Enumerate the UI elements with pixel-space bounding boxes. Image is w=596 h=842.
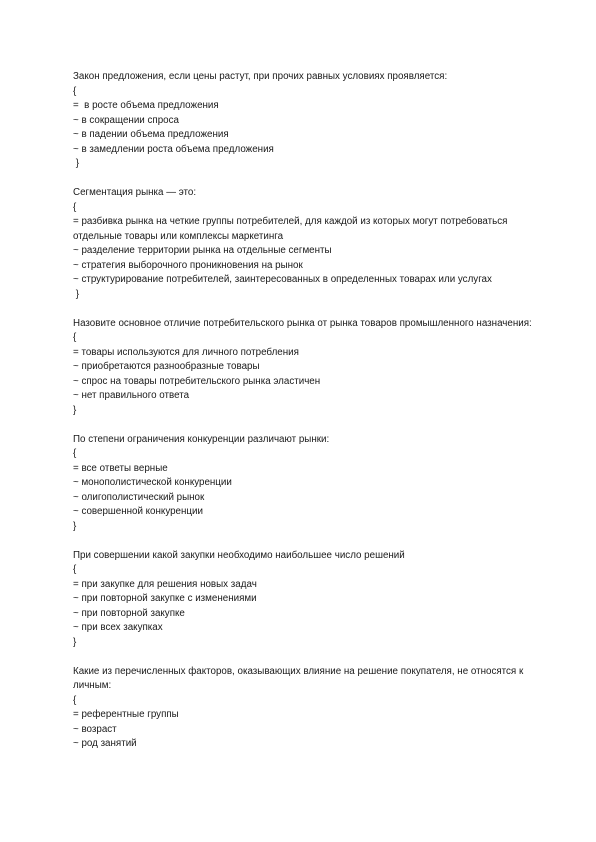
question-text: Сегментация рынка — это:: [73, 187, 197, 198]
open-brace: {: [73, 564, 77, 575]
answer-option: = товары используются для личного потребления: [73, 346, 299, 358]
answer-option: ~ нет правильного ответа: [73, 390, 190, 401]
question-block: [73, 433, 533, 535]
open-brace: {: [73, 448, 77, 459]
question-block: [73, 317, 533, 419]
close-brace: }: [73, 158, 80, 169]
question-text: При совершении какой закупки необходимо наибольшее число решений: [73, 549, 405, 561]
question-text: Какие из перечисленных факторов, оказывающих влияние на решение покупателя, не относятся к личным:: [73, 665, 526, 691]
answer-option: ~ монополистической конкуренции: [73, 477, 232, 488]
answer-option: ~ при повторной закупке: [73, 607, 185, 619]
question-block: [73, 549, 533, 651]
answer-option: ~ в падении объема предложения: [73, 129, 229, 140]
answer-option: ~ олигополистический рынок: [73, 491, 205, 503]
answer-option: ~ в замедлении роста объема предложения: [73, 143, 274, 155]
close-brace: }: [73, 636, 77, 648]
answer-option: ~ совершенной конкуренции: [73, 506, 203, 517]
answer-option: ~ структурирование потребителей, заинтересованных в определенных товарах или услугах: [73, 274, 492, 285]
question-text: По степени ограничения конкуренции различают рынки:: [73, 433, 330, 445]
answer-option: = разбивка рынка на четкие группы потребителей, для каждой из которых могут потребоваться отдельные товары или комплексы маркетинга: [73, 216, 511, 242]
answer-option: ~ разделение территории рынка на отдельные сегменты: [73, 245, 332, 256]
document-page: [73, 70, 533, 766]
open-brace: {: [73, 201, 77, 213]
answer-option: ~ при повторной закупке с изменениями: [73, 593, 257, 604]
answer-option: ~ спрос на товары потребительского рынка эластичен: [73, 375, 321, 387]
open-brace: {: [73, 332, 77, 343]
answer-option: ~ возраст: [73, 723, 117, 735]
answer-option: = референтные группы: [73, 709, 179, 720]
answer-option: = все ответы верные: [73, 462, 168, 474]
answer-option: ~ в сокращении спроса: [73, 114, 179, 126]
open-brace: {: [73, 694, 77, 706]
question-block: [73, 665, 533, 752]
question-text: Закон предложения, если цены растут, при прочих равных условиях проявляется:: [73, 71, 448, 82]
answer-option: ~ приобретаются разнообразные товары: [73, 361, 260, 372]
answer-option: ~ стратегия выборочного проникновения на рынок: [73, 259, 303, 271]
question-text: Назовите основное отличие потребительского рынка от рынка товаров промышленного назначения:: [73, 317, 532, 329]
question-block: [73, 70, 533, 172]
question-block: [73, 186, 533, 302]
open-brace: {: [73, 85, 77, 97]
answer-option: = при закупке для решения новых задач: [73, 578, 257, 590]
close-brace: }: [73, 404, 77, 416]
answer-option: = в росте объема предложения: [73, 100, 219, 111]
answer-option: ~ при всех закупках: [73, 622, 163, 633]
close-brace: }: [73, 520, 77, 532]
close-brace: }: [73, 288, 80, 300]
answer-option: ~ род занятий: [73, 738, 137, 749]
